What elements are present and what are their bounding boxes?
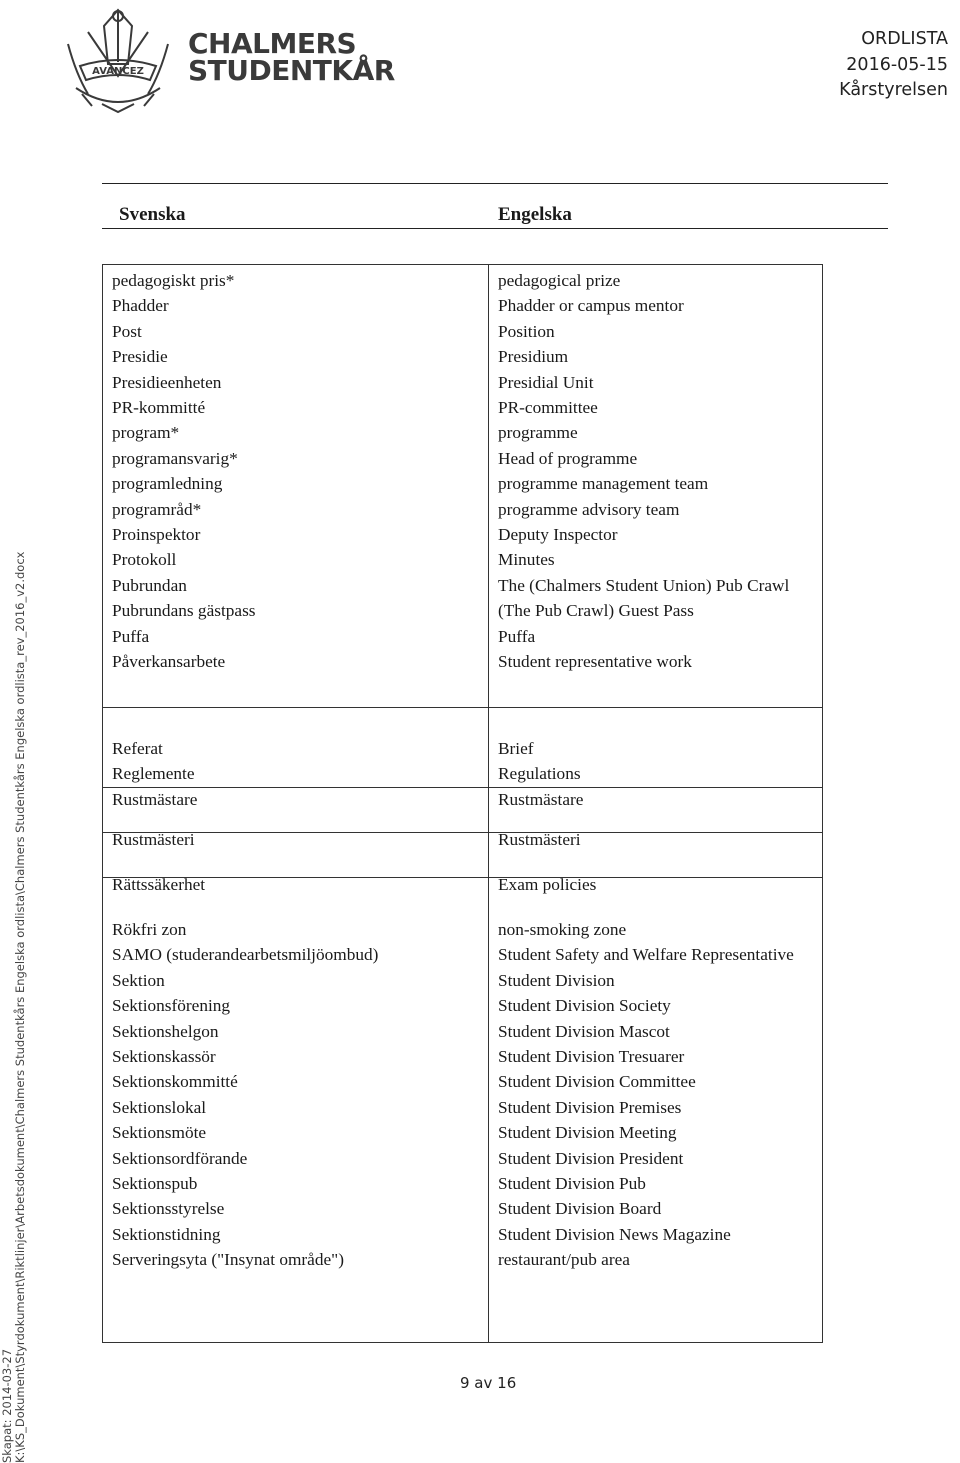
- swedish-term: Sektionstidning: [112, 1224, 221, 1244]
- swedish-term: Rustmästare: [112, 789, 198, 809]
- table-row: [103, 787, 822, 812]
- table-row: [103, 370, 822, 395]
- table-row: [103, 624, 822, 649]
- english-term: Student representative work: [498, 652, 692, 672]
- swedish-term: programledning: [112, 474, 223, 494]
- doc-date: 2016-05-15: [846, 54, 948, 75]
- table-row: [103, 268, 822, 293]
- english-term: Student Division Tresuarer: [498, 1047, 685, 1067]
- swedish-term: Sektionshelgon: [112, 1021, 219, 1041]
- swedish-term: Sektionskommitté: [112, 1072, 238, 1092]
- swedish-term: Protokoll: [112, 550, 177, 570]
- english-term: Brief: [498, 739, 534, 758]
- english-term: Student Division Pub: [498, 1174, 646, 1194]
- swedish-term: Puffa: [112, 626, 150, 646]
- row-divider: [103, 707, 822, 708]
- english-term: Student Division President: [498, 1148, 684, 1168]
- doc-type: ORDLISTA: [861, 29, 948, 49]
- english-term: Exam policies: [498, 875, 597, 894]
- english-term: pedagogical prize: [498, 271, 621, 290]
- english-term: Puffa: [498, 626, 536, 646]
- page-number: 9 av 16: [460, 1374, 517, 1392]
- swedish-term: Sektionsförening: [112, 996, 231, 1016]
- table-row: [103, 344, 822, 369]
- table-row: [103, 917, 822, 942]
- table-row: [103, 1222, 822, 1247]
- english-term: Student Division Mascot: [498, 1021, 670, 1041]
- swedish-term: Rustmästeri: [112, 830, 195, 849]
- glossary-table: [102, 264, 823, 1343]
- swedish-term: Sektionskassör: [112, 1047, 216, 1067]
- english-term: Student Division News Magazine: [498, 1224, 731, 1244]
- english-term: non-smoking zone: [498, 920, 627, 939]
- english-term: Minutes: [498, 550, 555, 570]
- table-row: [103, 319, 822, 344]
- brand-line-2: STUDENTKÅR: [188, 54, 395, 87]
- table-row: [103, 827, 822, 852]
- chalmers-seal-logo: [58, 4, 178, 116]
- brand-wordmark: [188, 27, 395, 87]
- table-row: [103, 1095, 822, 1120]
- english-term: Student Division Society: [498, 996, 671, 1016]
- swedish-term: Referat: [112, 739, 163, 758]
- table-row: [103, 761, 822, 786]
- table-group: [103, 736, 822, 812]
- table-row: [103, 395, 822, 420]
- swedish-term: Pubrundans gästpass: [112, 601, 256, 621]
- table-row: [103, 573, 822, 598]
- table-row: [103, 942, 822, 967]
- table-row: [103, 420, 822, 445]
- swedish-term: Sektionspub: [112, 1174, 198, 1194]
- swedish-term: Pubrundan: [112, 575, 187, 595]
- english-term: Rustmästeri: [498, 830, 581, 849]
- swedish-term: PR-kommitté: [112, 398, 206, 418]
- english-term: Deputy Inspector: [498, 525, 618, 545]
- swedish-term: Sektionsstyrelse: [112, 1199, 225, 1219]
- swedish-term: Påverkansarbete: [112, 652, 226, 672]
- english-term: Head of programme: [498, 448, 638, 468]
- english-term: Regulations: [498, 764, 581, 784]
- english-term: programme advisory team: [498, 499, 680, 519]
- swedish-term: Serveringsyta ("Insynat område"): [112, 1250, 344, 1270]
- table-row: [103, 471, 822, 496]
- table-group: [103, 872, 822, 897]
- english-term: programme: [498, 423, 578, 443]
- table-row: [103, 446, 822, 471]
- table-row: [103, 1171, 822, 1196]
- table-row: [103, 1146, 822, 1171]
- english-term: Position: [498, 321, 555, 341]
- table-row: [103, 547, 822, 572]
- swedish-term: Rättssäkerhet: [112, 875, 206, 894]
- file-path: K:\KS_Dokument\Styrdokument\Riktlinjer\Arbetsdokument\Chalmers Studentkårs Engelska ordlista\Chalmers Studentkårs Engelska ordlista_rev_2016_v2.docx: [13, 551, 27, 1463]
- swedish-term: program*: [112, 423, 180, 443]
- logo-banner-text: AVANCEZ: [92, 66, 144, 77]
- table-row: [103, 649, 822, 674]
- swedish-term: Rökfri zon: [112, 920, 187, 939]
- english-term: restaurant/pub area: [498, 1250, 630, 1270]
- table-row: [103, 1019, 822, 1044]
- table-row: [103, 497, 822, 522]
- table-row: [103, 872, 822, 897]
- table-row: [103, 1120, 822, 1145]
- column-header: [102, 183, 888, 229]
- swedish-term: pedagogiskt pris*: [112, 271, 235, 290]
- table-row: [103, 1069, 822, 1094]
- created-date: Skapat: 2014-03-27: [0, 1348, 14, 1463]
- table-row: [103, 993, 822, 1018]
- swedish-term: Sektion: [112, 970, 165, 990]
- brand-line-1: CHALMERS: [188, 27, 357, 60]
- swedish-term: Sektionsordförande: [112, 1148, 248, 1168]
- swedish-term: programansvarig*: [112, 448, 238, 468]
- english-term: Phadder or campus mentor: [498, 296, 684, 316]
- swedish-term: Sektionsmöte: [112, 1123, 207, 1143]
- table-row: [103, 522, 822, 547]
- table-row: [103, 293, 822, 318]
- column-header-english: Engelska: [498, 204, 572, 225]
- table-group: [103, 917, 822, 1273]
- swedish-term: Post: [112, 321, 142, 341]
- english-term: Student Division Board: [498, 1199, 662, 1219]
- document-meta: [839, 27, 948, 104]
- table-group: [103, 268, 822, 675]
- english-term: Student Division Premises: [498, 1097, 682, 1117]
- column-header-swedish: Svenska: [119, 204, 186, 225]
- english-term: (The Pub Crawl) Guest Pass: [498, 601, 694, 621]
- table-group: [103, 827, 822, 852]
- table-row: [103, 736, 822, 761]
- english-term: Rustmästare: [498, 789, 584, 809]
- swedish-term: Presidieenheten: [112, 372, 222, 392]
- swedish-term: SAMO (studerandearbetsmiljöombud): [112, 945, 379, 965]
- swedish-term: Phadder: [112, 296, 169, 316]
- english-term: Student Division Committee: [498, 1072, 696, 1092]
- swedish-term: Presidie: [112, 347, 168, 367]
- english-term: Presidial Unit: [498, 372, 594, 392]
- table-row: [103, 598, 822, 623]
- doc-issuer: Kårstyrelsen: [839, 80, 948, 100]
- table-row: [103, 968, 822, 993]
- english-term: Presidium: [498, 347, 569, 367]
- swedish-term: Reglemente: [112, 764, 195, 784]
- english-term: PR-committee: [498, 398, 598, 418]
- swedish-term: Sektionslokal: [112, 1097, 207, 1117]
- swedish-term: Proinspektor: [112, 525, 201, 545]
- english-term: Student Division Meeting: [498, 1123, 677, 1143]
- english-term: Student Safety and Welfare Representative: [498, 945, 794, 965]
- table-row: [103, 1247, 822, 1272]
- swedish-term: programråd*: [112, 499, 202, 519]
- table-row: [103, 1044, 822, 1069]
- side-path-text: [0, 551, 40, 1463]
- english-term: programme management team: [498, 474, 709, 494]
- table-row: [103, 1196, 822, 1221]
- english-term: The (Chalmers Student Union) Pub Crawl: [498, 575, 790, 595]
- english-term: Student Division: [498, 970, 615, 990]
